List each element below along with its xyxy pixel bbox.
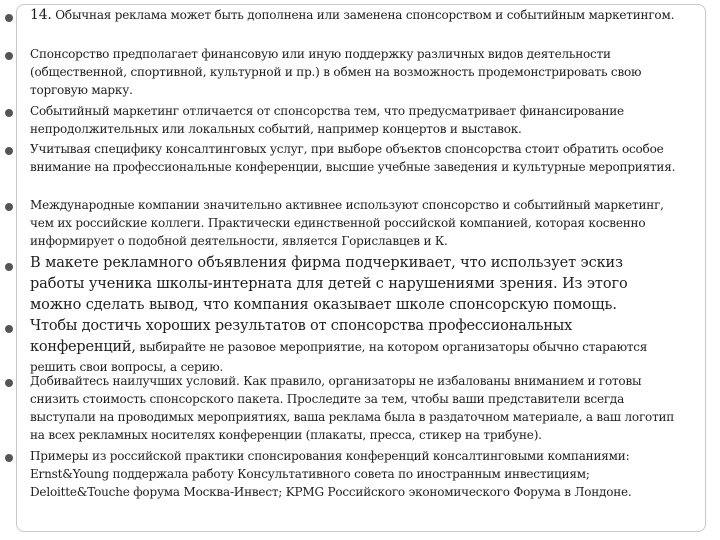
bullet-dot-icon <box>5 147 13 155</box>
bullet-text <box>30 6 680 24</box>
bullet-dot-icon <box>5 325 13 333</box>
bullet-text: Спонсорство предполагает финансовую или иную поддержку различных видов деятельности (общественной, спортивной, культурной и пр.) в обмен на возможность продемонстрировать свою торговую марку. <box>30 47 642 97</box>
bullet-text <box>30 316 680 376</box>
bullet-number: 14. <box>30 7 52 23</box>
bullet-dot-icon <box>5 14 13 22</box>
bullet-lead: Чтобы достичь хороших результатов от спонсорства профессиональных конференций, <box>30 318 573 355</box>
bullet-body: выбирайте не разовое мероприятие, на котором организаторы обычно стараются решить свои вопросы, а серию. <box>30 340 648 374</box>
bullet-body: Обычная реклама может быть дополнена или заменена спонсорством и событийным маркетингом. <box>55 8 675 22</box>
bullet-text: Международные компании значительно активнее используют спонсорство и событийный маркетинг, чем их российские коллеги. Практически единственной российской компанией, которая косвенно информирует о подобной деятельности, является Гориславцев и К. <box>30 198 664 248</box>
bullet-dot-icon <box>5 52 13 60</box>
bullet-dot-icon <box>5 263 13 271</box>
bullet-dot-icon <box>5 379 13 387</box>
bullet-text: Событийный маркетинг отличается от спонсорства тем, что предусматривает финансирование непродолжительных или локальных событий, например концертов и выставок. <box>30 104 624 136</box>
bullet-dot-icon <box>5 109 13 117</box>
bullet-text: В макете рекламного объявления фирма подчеркивает, что использует эскиз работы ученика школы-интерната для детей с нарушениями зрения. Из этого можно сделать вывод, что компания оказывает школе спонсорскую помощь. <box>30 255 628 313</box>
bullet-text: Примеры из российской практики спонсирования конференций консалтинговыми компаниями: Ernst&Young поддержала работу Консультативного совета по иностранным инвестициям; Deloitte&Touche форума Москва-Инвест; KPMG Российского экономического Форума в Лондоне. <box>30 449 632 499</box>
bullet-dot-icon <box>5 203 13 211</box>
bullet-dot-icon <box>5 454 13 462</box>
bullet-text: Добивайтесь наилучших условий. Как правило, организаторы не избалованы вниманием и готовы снизить стоимость спонсорского пакета. Проследите за тем, чтобы ваши представители всегда выступали на проводимых мероприятиях, ваша реклама была в раздаточном материале, а ваш логотип на всех рекламных носителях конференции (плакаты, пресса, стикер на трибуне). <box>30 374 675 442</box>
bullet-text: Учитывая специфику консалтинговых услуг, при выборе объектов спонсорства стоит обратить особое внимание на профессиональные конференции, высшие учебные заведения и культурные мероприятия. <box>30 142 676 174</box>
